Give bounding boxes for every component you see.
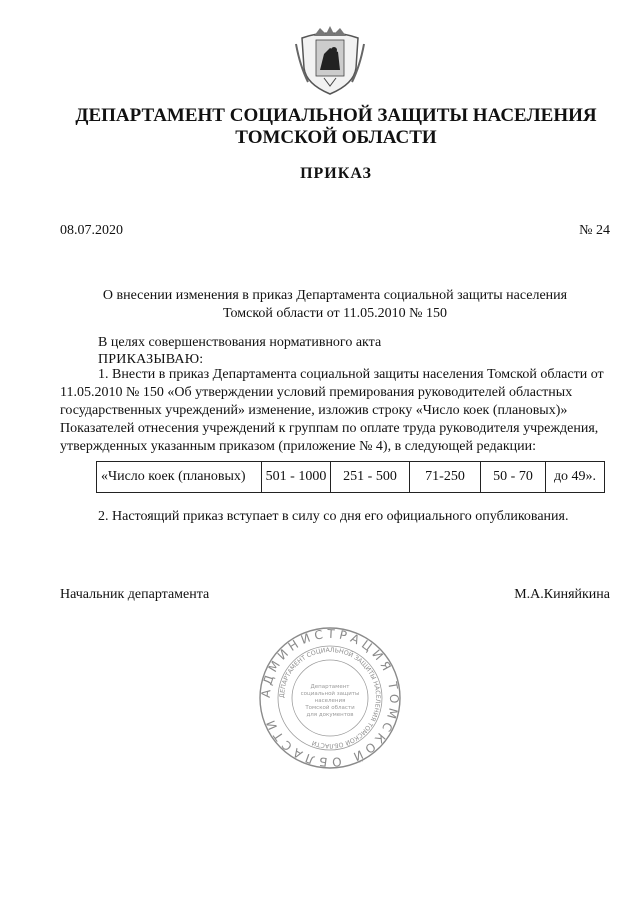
decree-heading: ПРИКАЗЫВАЮ: — [98, 352, 204, 367]
signatory-name: М.А.Киняйкина — [514, 587, 610, 602]
item-2-paragraph: 2. Настоящий приказ вступает в силу со дня его официального опубликования. — [98, 509, 569, 524]
coat-of-arms-icon — [294, 26, 366, 96]
document-type: ПРИКАЗ — [300, 165, 372, 182]
svg-text:населения: населения — [314, 698, 346, 704]
item-1-line: 11.05.2010 № 150 «Об утверждении условий премирования руководителей областных — [60, 385, 573, 400]
item-1-line: Показателей отнесения учреждений к группам по оплате труда руководителя учреждения, — [60, 421, 599, 436]
svg-text:для документов: для документов — [306, 712, 354, 718]
item-1-paragraph — [60, 366, 610, 456]
table-cell: 251 - 500 — [331, 462, 410, 493]
purpose-text: В целях совершенствования нормативного акта — [98, 335, 382, 350]
table-cell: 501 - 1000 — [262, 462, 331, 493]
subject-line1: О внесении изменения в приказ Департамента социальной защиты населения — [102, 288, 568, 303]
svg-text:Департамент: Департамент — [310, 684, 350, 690]
department-title-line2: ТОМСКОЙ ОБЛАСТИ — [235, 127, 437, 148]
beds-count-table — [96, 461, 605, 493]
document-date: 08.07.2020 — [60, 223, 123, 238]
signatory-position: Начальник департамента — [60, 587, 210, 602]
table-cell: 50 - 70 — [481, 462, 546, 493]
document-number: № 24 — [579, 223, 610, 238]
department-title-line1: ДЕПАРТАМЕНТ СОЦИАЛЬНОЙ ЗАЩИТЫ НАСЕЛЕНИЯ — [75, 105, 597, 126]
subject-line2: Томской области от 11.05.2010 № 150 — [223, 306, 447, 321]
table-cell: 71-250 — [410, 462, 481, 493]
item-1-line: государственных учреждений» изменение, изложив строку «Число коек (плановых)» — [60, 403, 568, 418]
item-1-line: утвержденных указанным приказом (приложение № 4), в следующей редакции: — [60, 439, 537, 454]
svg-text:социальной защиты: социальной защиты — [300, 691, 360, 697]
official-seal-stamp — [258, 626, 402, 770]
item-1-line: 1. Внести в приказ Департамента социальной защиты населения Томской области от — [98, 367, 604, 382]
table-row — [97, 462, 605, 493]
document-subject — [60, 287, 610, 323]
svg-text:Томской области: Томской области — [305, 705, 355, 711]
seal-inner-text: ДЕПАРТАМЕНТ СОЦИАЛЬНОЙ ЗАЩИТЫ НАСЕЛЕНИЯ ТОМСКОЙ ОБЛАСТИ — [278, 646, 382, 750]
table-cell: «Число коек (плановых) — [97, 462, 262, 493]
seal-outer-text: АДМИНИСТРАЦИЯ ТОМСКОЙ ОБЛАСТИ — [258, 626, 402, 770]
table-cell: до 49». — [546, 462, 605, 493]
